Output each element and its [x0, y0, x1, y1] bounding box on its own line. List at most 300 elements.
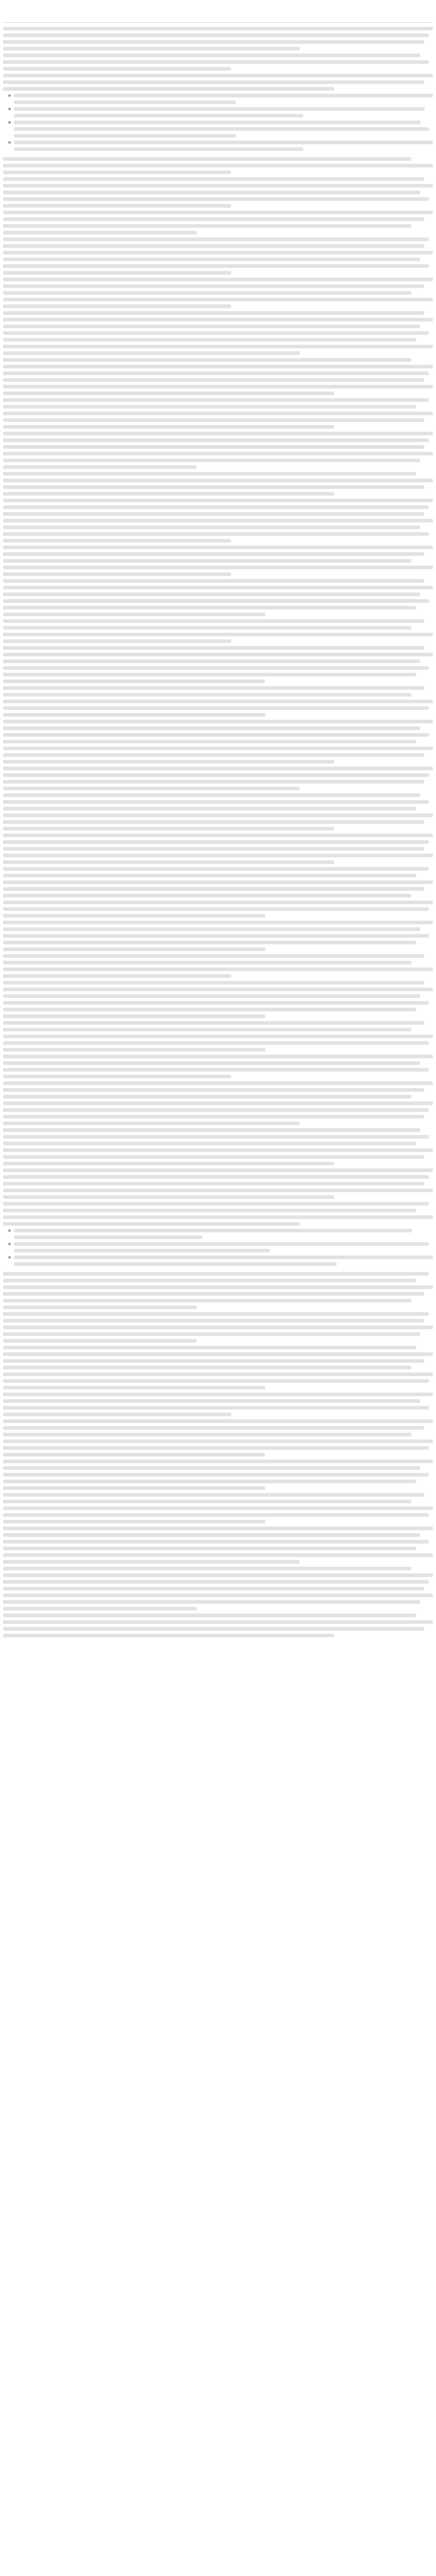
text-line-placeholder [3, 532, 429, 536]
text-line-placeholder [3, 700, 433, 703]
text-line-placeholder [3, 224, 411, 228]
text-line-placeholder [3, 1413, 231, 1416]
text-line-placeholder [3, 1332, 420, 1336]
text-line-placeholder [3, 164, 433, 167]
paragraph [3, 579, 433, 616]
paragraph [3, 157, 433, 174]
text-line-placeholder [3, 747, 433, 750]
text-line-placeholder [3, 1547, 416, 1550]
text-line-placeholder [3, 773, 429, 777]
text-line-placeholder [3, 1500, 411, 1503]
text-line-placeholder [3, 1101, 433, 1105]
text-line-placeholder [3, 726, 420, 730]
text-line-placeholder [3, 586, 433, 589]
text-line-placeholder [3, 1142, 416, 1145]
text-line-placeholder [3, 184, 433, 188]
list-item [8, 1229, 433, 1242]
paragraph [3, 1202, 433, 1226]
text-line-placeholder [3, 974, 231, 978]
text-line-placeholder [3, 599, 429, 603]
text-line-placeholder [3, 418, 424, 422]
text-line-placeholder [3, 807, 416, 810]
text-line-placeholder [3, 1285, 433, 1289]
paragraph [3, 499, 433, 543]
paragraph [3, 27, 433, 50]
text-line-placeholder [3, 780, 424, 784]
text-line-placeholder [3, 345, 433, 348]
text-line-placeholder [3, 854, 433, 857]
text-line-placeholder [3, 820, 424, 824]
text-line-placeholder [3, 1480, 416, 1483]
text-line-placeholder [3, 1527, 433, 1530]
text-line-placeholder [3, 60, 429, 64]
text-line-placeholder [3, 1386, 265, 1389]
text-line-placeholder [3, 284, 424, 288]
text-line-placeholder [3, 961, 411, 964]
text-line-placeholder [3, 351, 300, 355]
text-line-placeholder [3, 1393, 433, 1396]
text-line-placeholder [3, 298, 433, 301]
text-line-placeholder [3, 405, 416, 409]
text-line-placeholder [3, 505, 429, 509]
text-line-placeholder [3, 1135, 429, 1139]
text-line-placeholder [3, 251, 433, 255]
document-body [3, 27, 433, 1637]
text-line-placeholder [3, 606, 416, 609]
text-line-placeholder [3, 1215, 433, 1219]
paragraph [3, 1346, 433, 1389]
list-item [8, 141, 433, 154]
text-line-placeholder [3, 479, 433, 482]
text-line-placeholder [3, 1222, 300, 1226]
text-line-placeholder [3, 1359, 424, 1363]
paragraph [3, 1419, 433, 1456]
text-line-placeholder [3, 894, 411, 897]
text-line-placeholder [3, 552, 424, 556]
text-line-placeholder [3, 472, 416, 476]
text-line-placeholder [3, 1008, 416, 1011]
text-line-placeholder [3, 1520, 265, 1523]
text-line-placeholder [3, 74, 433, 77]
text-line-placeholder [3, 278, 433, 281]
text-line-placeholder [14, 114, 303, 117]
paragraph [3, 472, 433, 496]
text-line-placeholder [3, 1366, 411, 1369]
text-line-placeholder [3, 1312, 429, 1316]
text-line-placeholder [3, 1041, 429, 1045]
text-line-placeholder [3, 1209, 416, 1212]
text-line-placeholder [14, 100, 236, 104]
paragraph [3, 981, 433, 1018]
text-line-placeholder [3, 445, 424, 449]
text-line-placeholder [3, 211, 433, 214]
text-line-placeholder [3, 1108, 429, 1112]
text-line-placeholder [3, 1028, 411, 1031]
text-line-placeholder [3, 753, 424, 757]
text-line-placeholder [3, 271, 231, 275]
text-line-placeholder [3, 814, 433, 817]
text-line-placeholder [3, 157, 411, 161]
text-line-placeholder [14, 1229, 412, 1232]
text-line-placeholder [3, 1453, 265, 1456]
text-line-placeholder [14, 1235, 202, 1239]
text-line-placeholder [3, 365, 433, 368]
paragraph [3, 619, 433, 643]
page-subtitle [3, 12, 433, 19]
text-line-placeholder [3, 941, 416, 944]
text-line-placeholder [3, 1587, 424, 1590]
text-line-placeholder [3, 1446, 429, 1450]
bullet-icon [8, 141, 11, 144]
paragraph [3, 546, 433, 576]
text-line-placeholder [3, 1168, 433, 1172]
text-line-placeholder [3, 847, 424, 851]
paragraph [3, 238, 433, 275]
paragraph [3, 211, 433, 234]
text-line-placeholder [3, 686, 424, 690]
text-line-placeholder [3, 1346, 416, 1349]
text-line-placeholder [3, 425, 334, 429]
text-line-placeholder [3, 1202, 429, 1206]
text-line-placeholder [3, 740, 416, 743]
text-line-placeholder [14, 1249, 270, 1252]
text-line-placeholder [3, 1048, 265, 1052]
text-line-placeholder [3, 1399, 420, 1403]
text-line-placeholder [3, 1148, 433, 1152]
text-line-placeholder [3, 1473, 429, 1477]
text-line-placeholder [3, 572, 231, 576]
paragraph [3, 1567, 433, 1611]
text-line-placeholder [3, 1195, 334, 1199]
text-line-placeholder [14, 127, 429, 131]
paragraph [3, 358, 433, 395]
text-line-placeholder [3, 325, 420, 328]
text-line-placeholder [3, 901, 433, 904]
bullet-icon [8, 94, 11, 97]
text-line-placeholder [3, 492, 334, 496]
bullet-icon [8, 108, 11, 110]
text-line-placeholder [3, 358, 411, 362]
text-line-placeholder [3, 767, 433, 770]
text-line-placeholder [3, 412, 433, 415]
text-line-placeholder [3, 197, 429, 201]
text-line-placeholder [3, 54, 420, 57]
text-line-placeholder [3, 1299, 411, 1302]
text-line-placeholder [3, 392, 334, 395]
paragraph [3, 954, 433, 978]
text-line-placeholder [3, 639, 231, 643]
text-line-placeholder [3, 1620, 433, 1624]
text-line-placeholder [3, 1406, 429, 1410]
paragraph [3, 834, 433, 864]
text-line-placeholder [3, 659, 420, 663]
text-line-placeholder [3, 438, 429, 442]
paragraph [3, 54, 433, 71]
text-line-placeholder [3, 385, 433, 388]
text-line-placeholder [3, 452, 433, 455]
text-line-placeholder [3, 539, 231, 543]
text-line-placeholder [3, 981, 424, 985]
text-line-placeholder [3, 331, 429, 335]
text-line-placeholder [3, 559, 411, 563]
text-line-placeholder [3, 398, 429, 402]
text-line-placeholder [3, 1021, 424, 1025]
text-line-placeholder [3, 793, 420, 797]
text-line-placeholder [3, 304, 231, 308]
text-line-placeholder [3, 994, 420, 998]
text-line-placeholder [3, 191, 420, 194]
text-line-placeholder [3, 673, 416, 676]
paragraph [3, 1393, 433, 1416]
paragraph [3, 1493, 433, 1523]
paragraph [3, 646, 433, 683]
text-line-placeholder [3, 1014, 265, 1018]
paragraph [3, 1021, 433, 1052]
text-line-placeholder [3, 1426, 424, 1430]
text-line-placeholder [3, 1162, 334, 1165]
text-line-placeholder [3, 867, 429, 871]
text-line-placeholder [3, 378, 424, 382]
text-line-placeholder [3, 311, 424, 315]
paragraph [3, 793, 433, 831]
paragraph [3, 1460, 433, 1490]
text-line-placeholder [3, 1460, 433, 1463]
text-line-placeholder [3, 1279, 416, 1282]
list-item [8, 1242, 433, 1256]
text-line-placeholder [3, 592, 420, 596]
text-line-placeholder [3, 1614, 416, 1617]
text-line-placeholder [3, 1055, 433, 1058]
paragraph [3, 1128, 433, 1165]
bullet-icon [8, 121, 11, 124]
text-line-placeholder [14, 107, 425, 111]
bullet-list [3, 1229, 433, 1269]
text-line-placeholder [3, 1573, 433, 1577]
text-line-placeholder [3, 87, 334, 91]
bullet-icon [8, 1229, 11, 1232]
text-line-placeholder [3, 217, 424, 221]
text-line-placeholder [14, 147, 303, 151]
list-item [8, 107, 433, 121]
text-line-placeholder [3, 291, 411, 295]
text-line-placeholder [3, 934, 429, 938]
text-line-placeholder [3, 231, 197, 234]
text-line-placeholder [3, 1068, 429, 1072]
paragraph [3, 398, 433, 429]
text-line-placeholder [3, 1634, 334, 1637]
text-line-placeholder [3, 171, 231, 174]
text-line-placeholder [3, 1115, 424, 1118]
text-line-placeholder [3, 1088, 424, 1092]
paragraph [3, 74, 433, 91]
text-line-placeholder [3, 465, 197, 469]
text-line-placeholder [3, 1560, 300, 1564]
paragraph [3, 1272, 433, 1309]
text-line-placeholder [3, 1513, 429, 1517]
text-line-placeholder [3, 1306, 197, 1309]
text-line-placeholder [3, 27, 433, 30]
text-line-placeholder [3, 40, 424, 44]
text-line-placeholder [3, 827, 334, 831]
paragraph [3, 432, 433, 469]
text-line-placeholder [3, 244, 424, 248]
text-line-placeholder [3, 258, 420, 261]
text-line-placeholder [14, 94, 433, 97]
text-line-placeholder [3, 1352, 433, 1356]
text-line-placeholder [3, 680, 265, 683]
bullet-icon [8, 1243, 11, 1245]
text-line-placeholder [3, 1128, 420, 1132]
text-line-placeholder [3, 907, 429, 911]
text-line-placeholder [3, 954, 424, 958]
text-line-placeholder [14, 134, 236, 138]
paragraph [3, 177, 433, 208]
text-line-placeholder [3, 626, 411, 630]
text-line-placeholder [3, 840, 429, 844]
text-line-placeholder [3, 720, 433, 723]
text-line-placeholder [3, 33, 429, 37]
text-line-placeholder [3, 874, 416, 877]
text-line-placeholder [3, 1061, 420, 1065]
text-line-placeholder [14, 141, 433, 144]
text-line-placeholder [3, 318, 433, 321]
text-line-placeholder [3, 633, 433, 636]
bullet-icon [8, 1256, 11, 1259]
text-line-placeholder [3, 1326, 433, 1329]
text-line-placeholder [3, 1339, 197, 1343]
text-line-placeholder [3, 988, 433, 991]
text-line-placeholder [3, 485, 424, 489]
text-line-placeholder [3, 613, 265, 616]
text-line-placeholder [3, 1001, 429, 1005]
text-line-placeholder [3, 47, 300, 50]
text-line-placeholder [3, 80, 424, 84]
paragraph [3, 720, 433, 764]
text-line-placeholder [3, 264, 429, 268]
text-line-placeholder [3, 1035, 433, 1038]
text-line-placeholder [3, 1506, 433, 1510]
text-line-placeholder [3, 653, 433, 656]
text-line-placeholder [3, 432, 433, 435]
text-line-placeholder [3, 526, 420, 529]
text-line-placeholder [3, 1466, 420, 1470]
text-line-placeholder [3, 546, 433, 549]
list-item [8, 121, 433, 141]
text-line-placeholder [3, 693, 411, 697]
text-line-placeholder [3, 1372, 433, 1376]
text-line-placeholder [3, 666, 429, 670]
text-line-placeholder [3, 338, 416, 342]
paragraph [3, 311, 433, 355]
paragraph [3, 1527, 433, 1564]
text-line-placeholder [3, 927, 420, 931]
text-line-placeholder [3, 1486, 265, 1490]
paragraph [3, 686, 433, 717]
text-line-placeholder [3, 566, 433, 569]
text-line-placeholder [3, 1607, 197, 1611]
text-line-placeholder [3, 1175, 429, 1179]
paragraph [3, 767, 433, 790]
text-line-placeholder [3, 860, 334, 864]
text-line-placeholder [3, 760, 334, 764]
text-line-placeholder [3, 1319, 424, 1323]
text-line-placeholder [3, 947, 265, 951]
text-line-placeholder [3, 1122, 300, 1125]
text-line-placeholder [3, 1580, 429, 1584]
list-item [8, 1256, 433, 1269]
text-line-placeholder [3, 499, 433, 502]
text-line-placeholder [14, 121, 421, 124]
text-line-placeholder [3, 1379, 429, 1383]
text-line-placeholder [3, 713, 265, 717]
text-line-placeholder [3, 1075, 231, 1078]
page-title [3, 3, 433, 12]
paragraph [3, 1081, 433, 1125]
text-line-placeholder [3, 1419, 433, 1423]
text-line-placeholder [3, 1272, 429, 1276]
text-line-placeholder [3, 512, 424, 516]
text-line-placeholder [3, 646, 424, 650]
text-line-placeholder [3, 1553, 433, 1557]
paragraph [3, 1055, 433, 1078]
text-line-placeholder [14, 1262, 337, 1266]
text-line-placeholder [3, 1433, 411, 1436]
text-line-placeholder [3, 1600, 420, 1604]
text-line-placeholder [3, 204, 231, 208]
text-line-placeholder [14, 1242, 429, 1246]
text-line-placeholder [3, 1081, 433, 1085]
list-item [8, 94, 433, 107]
text-line-placeholder [3, 1540, 429, 1544]
text-line-placeholder [3, 1627, 424, 1631]
text-line-placeholder [3, 968, 433, 971]
text-line-placeholder [3, 800, 429, 804]
text-line-placeholder [3, 733, 429, 737]
paragraph [3, 921, 433, 951]
text-line-placeholder [14, 1256, 433, 1259]
text-line-placeholder [3, 1095, 411, 1098]
paragraph [3, 1312, 433, 1343]
text-line-placeholder [3, 67, 231, 71]
text-line-placeholder [3, 371, 429, 375]
text-line-placeholder [3, 1189, 433, 1192]
text-line-placeholder [3, 1292, 424, 1296]
text-line-placeholder [3, 921, 433, 924]
text-line-placeholder [3, 1594, 433, 1597]
text-line-placeholder [3, 914, 265, 918]
text-line-placeholder [3, 459, 420, 462]
text-line-placeholder [3, 887, 424, 891]
text-line-placeholder [3, 1567, 411, 1570]
text-line-placeholder [3, 1493, 424, 1497]
text-line-placeholder [3, 519, 433, 522]
text-line-placeholder [3, 834, 433, 837]
document-header [3, 2, 433, 23]
text-line-placeholder [3, 238, 429, 241]
bullet-list [3, 94, 433, 154]
text-line-placeholder [3, 579, 424, 583]
paragraph [3, 1614, 433, 1637]
paragraph [3, 1168, 433, 1199]
text-line-placeholder [3, 706, 429, 710]
text-line-placeholder [3, 1155, 424, 1159]
text-line-placeholder [3, 880, 433, 884]
text-line-placeholder [3, 1439, 433, 1443]
paragraph [3, 867, 433, 918]
text-line-placeholder [3, 619, 424, 623]
text-line-placeholder [3, 787, 300, 790]
text-line-placeholder [3, 177, 424, 181]
